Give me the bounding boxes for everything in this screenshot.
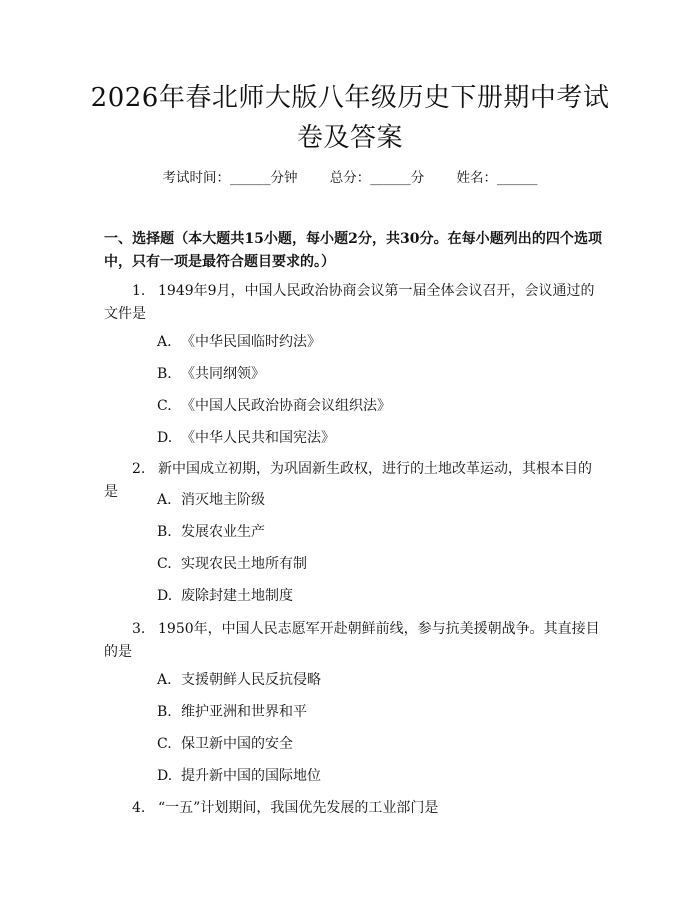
question-2-option-b [157, 522, 265, 542]
question-3-option-a [157, 670, 321, 690]
question-1 [104, 280, 602, 326]
option-text: 实现农民土地所有制 [181, 556, 307, 572]
option-letter: A. [157, 334, 172, 350]
option-letter: A. [157, 492, 172, 508]
question-3-option-c [157, 734, 293, 754]
option-text: 《中华人民共和国宪法》 [181, 430, 335, 446]
title-line-2: 卷及答案 [296, 123, 403, 153]
question-2-option-d [157, 586, 293, 606]
option-letter: B. [157, 366, 172, 382]
exam-meta [0, 168, 700, 188]
question-text: “一五”计划期间，我国优先发展的工业部门是 [158, 800, 439, 816]
question-number: 2. [132, 461, 146, 477]
question-3-option-d [157, 766, 321, 786]
exam-time-field: 考试时间：______分钟 [162, 170, 298, 186]
question-4 [104, 797, 602, 820]
option-letter: C. [157, 556, 172, 572]
option-text: 提升新中国的国际地位 [181, 768, 321, 784]
option-letter: D. [157, 768, 173, 784]
option-text: 消灭地主阶级 [181, 492, 265, 508]
student-name-field: 姓名：______ [456, 170, 538, 186]
question-3 [104, 618, 602, 664]
question-text: 1949年9月，中国人民政治协商会议第一届全体会议召开，会议通过的文件是 [104, 283, 595, 322]
question-number: 4. [132, 800, 146, 816]
option-text: 废除封建土地制度 [181, 588, 293, 604]
question-1-option-a [157, 332, 321, 352]
question-2-option-c [157, 554, 307, 574]
option-letter: C. [157, 398, 172, 414]
option-letter: D. [157, 430, 173, 446]
question-number: 1. [132, 283, 146, 299]
option-letter: B. [157, 524, 172, 540]
option-letter: C. [157, 736, 172, 752]
total-score-field: 总分：______分 [329, 170, 425, 186]
question-number: 3. [132, 621, 146, 637]
option-text: 《中华民国临时约法》 [181, 334, 321, 350]
option-text: 维护亚洲和世界和平 [181, 704, 307, 720]
option-letter: B. [157, 704, 172, 720]
question-1-option-b [157, 364, 265, 384]
option-text: 保卫新中国的安全 [181, 736, 293, 752]
option-text: 发展农业生产 [181, 524, 265, 540]
page-title [0, 78, 700, 158]
option-letter: D. [157, 588, 173, 604]
option-text: 支援朝鲜人民反抗侵略 [181, 672, 321, 688]
question-text: 新中国成立初期，为巩固新生政权，进行的土地改革运动，其根本目的是 [104, 461, 592, 500]
option-letter: A. [157, 672, 172, 688]
option-text: 《中国人民政治协商会议组织法》 [181, 398, 391, 414]
question-2-option-a [157, 490, 265, 510]
question-1-option-c [157, 396, 391, 416]
section-heading: 一、选择题（本大题共15小题，每小题2分，共30分。在每小题列出的四个选项中，只有一项是最符合题目要求的。） [104, 231, 602, 270]
question-text: 1950年，中国人民志愿军开赴朝鲜前线，参与抗美援朝战争。其直接目的是 [104, 621, 600, 660]
question-1-option-d [157, 428, 335, 448]
option-text: 《共同纲领》 [181, 366, 265, 382]
question-3-option-b [157, 702, 307, 722]
title-line-1: 2026年春北师大版八年级历史下册期中考试 [90, 83, 610, 113]
